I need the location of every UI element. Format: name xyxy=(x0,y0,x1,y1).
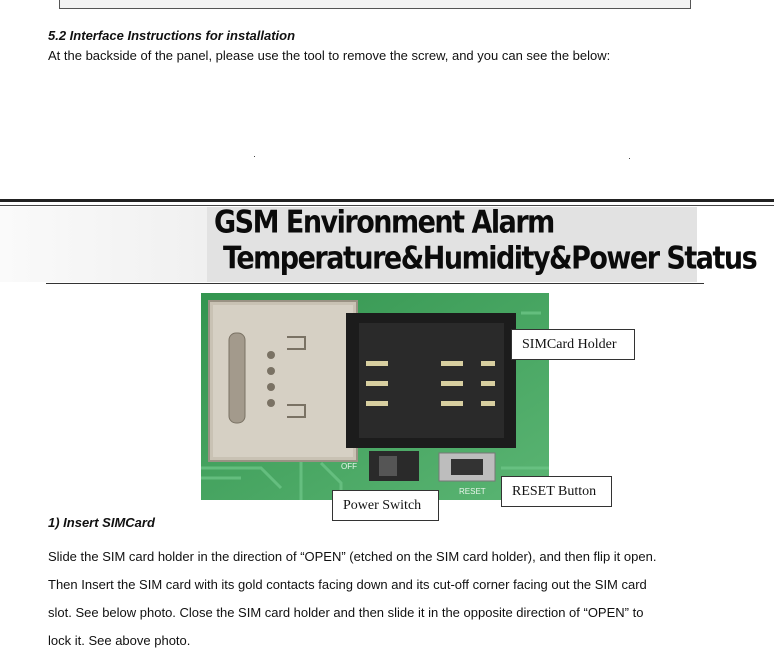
paragraph-line: lock it. See above photo. xyxy=(48,633,191,648)
paragraph-line: Then Insert the SIM card with its gold contacts facing down and its cut-off corner facing out the SIM card xyxy=(48,577,647,592)
paragraph-line: Slide the SIM card holder in the direction of “OPEN” (etched on the SIM card holder), and then flip it open. xyxy=(48,549,657,564)
section-body: At the backside of the panel, please use the tool to remove the screw, and you can see the below: xyxy=(48,48,611,63)
silk-reset: RESET xyxy=(459,487,486,496)
banner-title-line1: GSM Environment Alarm xyxy=(214,205,554,241)
reset-button-part xyxy=(439,453,495,481)
callout-simcard-holder: SIMCard Holder xyxy=(511,329,635,360)
sim-holder-metal xyxy=(209,301,357,461)
step-paragraph xyxy=(48,543,748,655)
sim-socket xyxy=(346,313,516,448)
silk-off: OFF xyxy=(341,462,357,471)
page-divider xyxy=(0,199,774,202)
callout-power-switch: Power Switch xyxy=(332,490,439,521)
power-switch-part xyxy=(369,451,419,481)
banner-left-fade xyxy=(0,207,207,282)
speck xyxy=(629,158,630,159)
paragraph-line: slot. See below photo. Close the SIM card holder and then slide it in the opposite direction of “OPEN” to xyxy=(48,605,644,620)
speck xyxy=(254,156,255,157)
pcb-photo xyxy=(201,293,549,500)
step-title: 1) Insert SIMCard xyxy=(48,515,155,530)
section-title: 5.2 Interface Instructions for installation xyxy=(48,28,296,43)
banner-underline xyxy=(46,283,704,284)
callout-reset-button: RESET Button xyxy=(501,476,612,507)
banner-title-line2: Temperature&Humidity&Power Status xyxy=(223,241,757,277)
previous-content-box xyxy=(59,0,691,9)
